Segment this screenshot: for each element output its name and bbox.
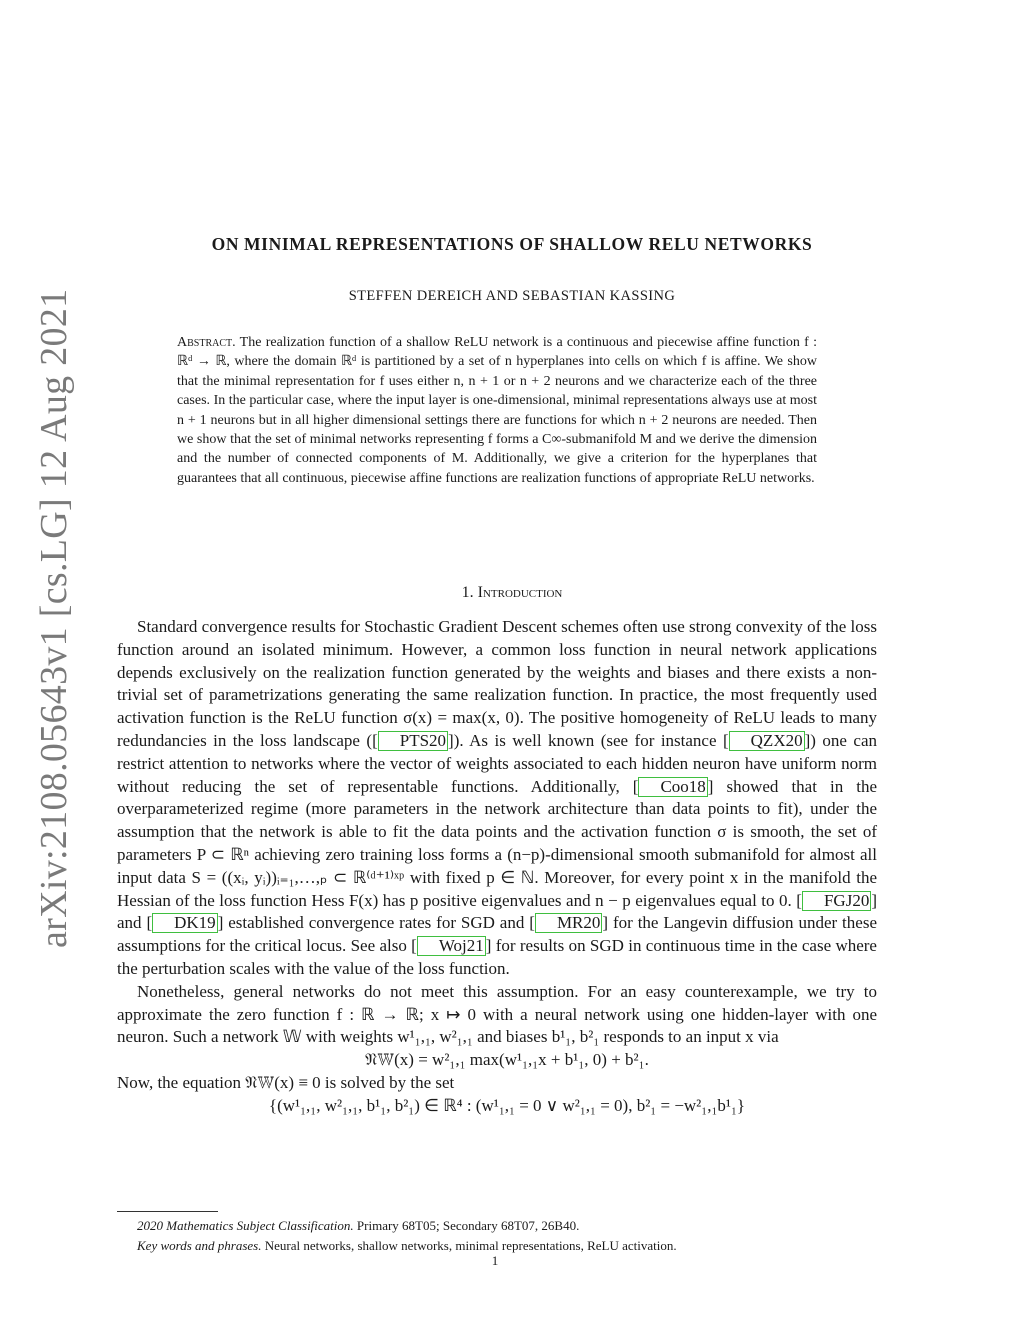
arxiv-identifier: arXiv:2108.05643v1 [cs.LG] 12 Aug 2021	[33, 288, 75, 948]
section-number: 1.	[461, 584, 474, 601]
paragraph-text: for the Langevin diffusion under these assumptions for the critical locus. See also	[117, 913, 877, 956]
msc-label: 2020 Mathematics Subject Classification.	[137, 1218, 354, 1233]
footnotes	[117, 1216, 877, 1256]
paragraph-3: Now, the equation 𝔑𝕎(x) ≡ 0 is solved by the set	[117, 1072, 455, 1092]
citation-link[interactable]: DK19	[152, 913, 218, 933]
paper-authors: STEFFEN DEREICH AND SEBASTIAN KASSING	[348, 288, 676, 304]
msc-text: Primary 68T05; Secondary 68T07, 26B40.	[356, 1218, 580, 1233]
abstract-text: The realization function of a shallow ReLU network is a continuous and piecewise affine function f : ℝᵈ → ℝ, where the domain ℝᵈ is partitioned by a set of n hyperplanes into cells on which f is affine. We show that the minimal representation for f uses either n, n + 1 or n + 2 neurons and we characterize each of the three cases. In the particular case, where the input layer is one-dimensional, minimal representations always use at most n + 1 neurons but in all higher dimensional settings there are functions for which n + 2 neurons are needed. Then we show that the set of minimal networks representing f forms a C∞-submanifold M and we derive the dimension and the number of connected components of M. Additionally, we give a criterion for the hyperplanes that guarantees that all continuous, piecewise affine functions are realization functions of appropriate ReLU networks.	[177, 335, 818, 486]
paper-title: ON MINIMAL REPRESENTATIONS OF SHALLOW RELU NETWORKS	[211, 234, 813, 254]
keywords-label: Key words and phrases.	[137, 1238, 262, 1253]
abstract-label: Abstract.	[177, 335, 236, 350]
footnote-msc	[117, 1216, 877, 1236]
citation-link[interactable]: MR20	[535, 913, 602, 933]
footnote-rule	[117, 1211, 218, 1212]
section-heading	[118, 584, 906, 602]
paragraph-text: ]). As is well known (see for instance	[448, 730, 723, 750]
paragraph-text: Standard convergence results for Stochastic Gradient Descent schemes often use strong convexity of the loss function around an isolated minimum. However, a common loss function in neural network applications depends exclusively on the realization function generated by the weights and biases and there exists a non-trivial set of parametrizations generating the same realization function. In practice, the most frequently used activation function is the ReLU function σ(x) = max(x, 0). The positive homogeneity of ReLU leads to many redundancies in the loss landscape ([	[117, 617, 877, 750]
citation-link[interactable]: FGJ20	[802, 891, 871, 911]
paragraph-text: established convergence rates for SGD and	[223, 913, 530, 933]
paragraph-1: Standard convergence results for Stochastic Gradient Descent schemes often use strong convexity of the loss function around an isolated minimum. However, a common loss function in neural network applications depends exclusively on the realization function generated by the weights and biases and there exists a non-trivial set of parametrizations generating the same realization function. In practice, the most frequently used activation function is the ReLU function σ(x) = max(x, 0). The positive homogeneity of ReLU leads to many redundancies in the loss landscape ([ PTS20 ]). As is well known (see for instance [ QZX20 ]) one can restrict attention to networks where the vector of weights associated to each hidden neuron have uniform norm without reducing the set of representable functions. Additionally, [ Coo18 ] showed that in the overparameterized regime (more parameters in the network architecture than data points to fit), under the assumption that the network is able to fit the data points and the activation function σ is smooth, the set of parameters P ⊂ ℝⁿ achieving zero training loss forms a (n−p)-dimensional smooth submanifold for almost all input data S = ((xᵢ, yᵢ))ᵢ₌₁,…,ₚ ⊂ ℝ⁽ᵈ⁺¹⁾ˣᵖ with fixed p ∈ ℕ. Moreover, for every point x in the manifold the Hessian of the loss function Hess F(x) has p positive eigenvalues and n − p eigenvalues equal to 0. [ FGJ20 ] and [ DK19 ] established convergence rates for SGD and [ MR20 ] for the Langevin diffusion under these assumptions for the critical locus. See also [ Woj21 ] for results on SGD in continuous time in the case where the perturbation scales with the value of the loss function.	[117, 617, 877, 978]
citation-link[interactable]: PTS20	[378, 731, 448, 751]
equation-2: {(w¹₁,₁, w²₁,₁, b¹₁, b²₁) ∈ ℝ⁴ : (w¹₁,₁ = 0 ∨ w²₁,₁ = 0), b²₁ = −w²₁,₁b¹₁}	[268, 1095, 746, 1115]
paragraph-text: for results on SGD in continuous time in the case where the perturbation scales with the value of the loss function.	[117, 936, 877, 978]
body-text	[117, 616, 877, 1118]
abstract	[177, 333, 817, 488]
section-title: Introduction	[477, 584, 563, 601]
keywords-text: Neural networks, shallow networks, minimal representations, ReLU activation.	[264, 1238, 677, 1253]
page-number: 1	[491, 1253, 499, 1268]
paragraph-text: ) one can restrict attention to networks where the vector of weights associated to each hidden neuron have uniform norm without reducing the set of representable functions. Additionally,	[117, 730, 877, 796]
paragraph-text: showed that in the overparameterized regime (more parameters in the network architecture than data points to fit), under the assumption that the network is able to fit the data points and the activation function σ is smooth, the set of parameters P ⊂ ℝⁿ achieving zero training loss forms a (n−p)-dimensional smooth submanifold for almost all input data S = ((xᵢ, yᵢ))ᵢ₌₁,…,ₚ ⊂ ℝ⁽ᵈ⁺¹⁾ˣᵖ with fixed p ∈ ℕ. Moreover, for every point x in the manifold the Hessian of the loss function Hess F(x) has p positive eigenvalues and n − p eigenvalues equal to 0.	[117, 776, 877, 910]
citation-link[interactable]: QZX20	[729, 731, 805, 751]
citation-link[interactable]: Woj21	[417, 936, 486, 956]
citation-link[interactable]: Coo18	[638, 777, 707, 797]
paragraph-text: and	[117, 913, 147, 933]
equation-1: 𝔑𝕎(x) = w²₁,₁ max(w¹₁,₁x + b¹₁, 0) + b²₁.	[365, 1050, 649, 1070]
paragraph-2: Nonetheless, general networks do not meet this assumption. For an easy counterexample, we try to approximate the zero function f : ℝ → ℝ; x ↦ 0 with a neural network using one hidden-layer with one neuron. Such a network 𝕎 with weights w¹₁,₁, w²₁,₁ and biases b¹₁, b²₁ responds to an input x via	[117, 981, 877, 1047]
